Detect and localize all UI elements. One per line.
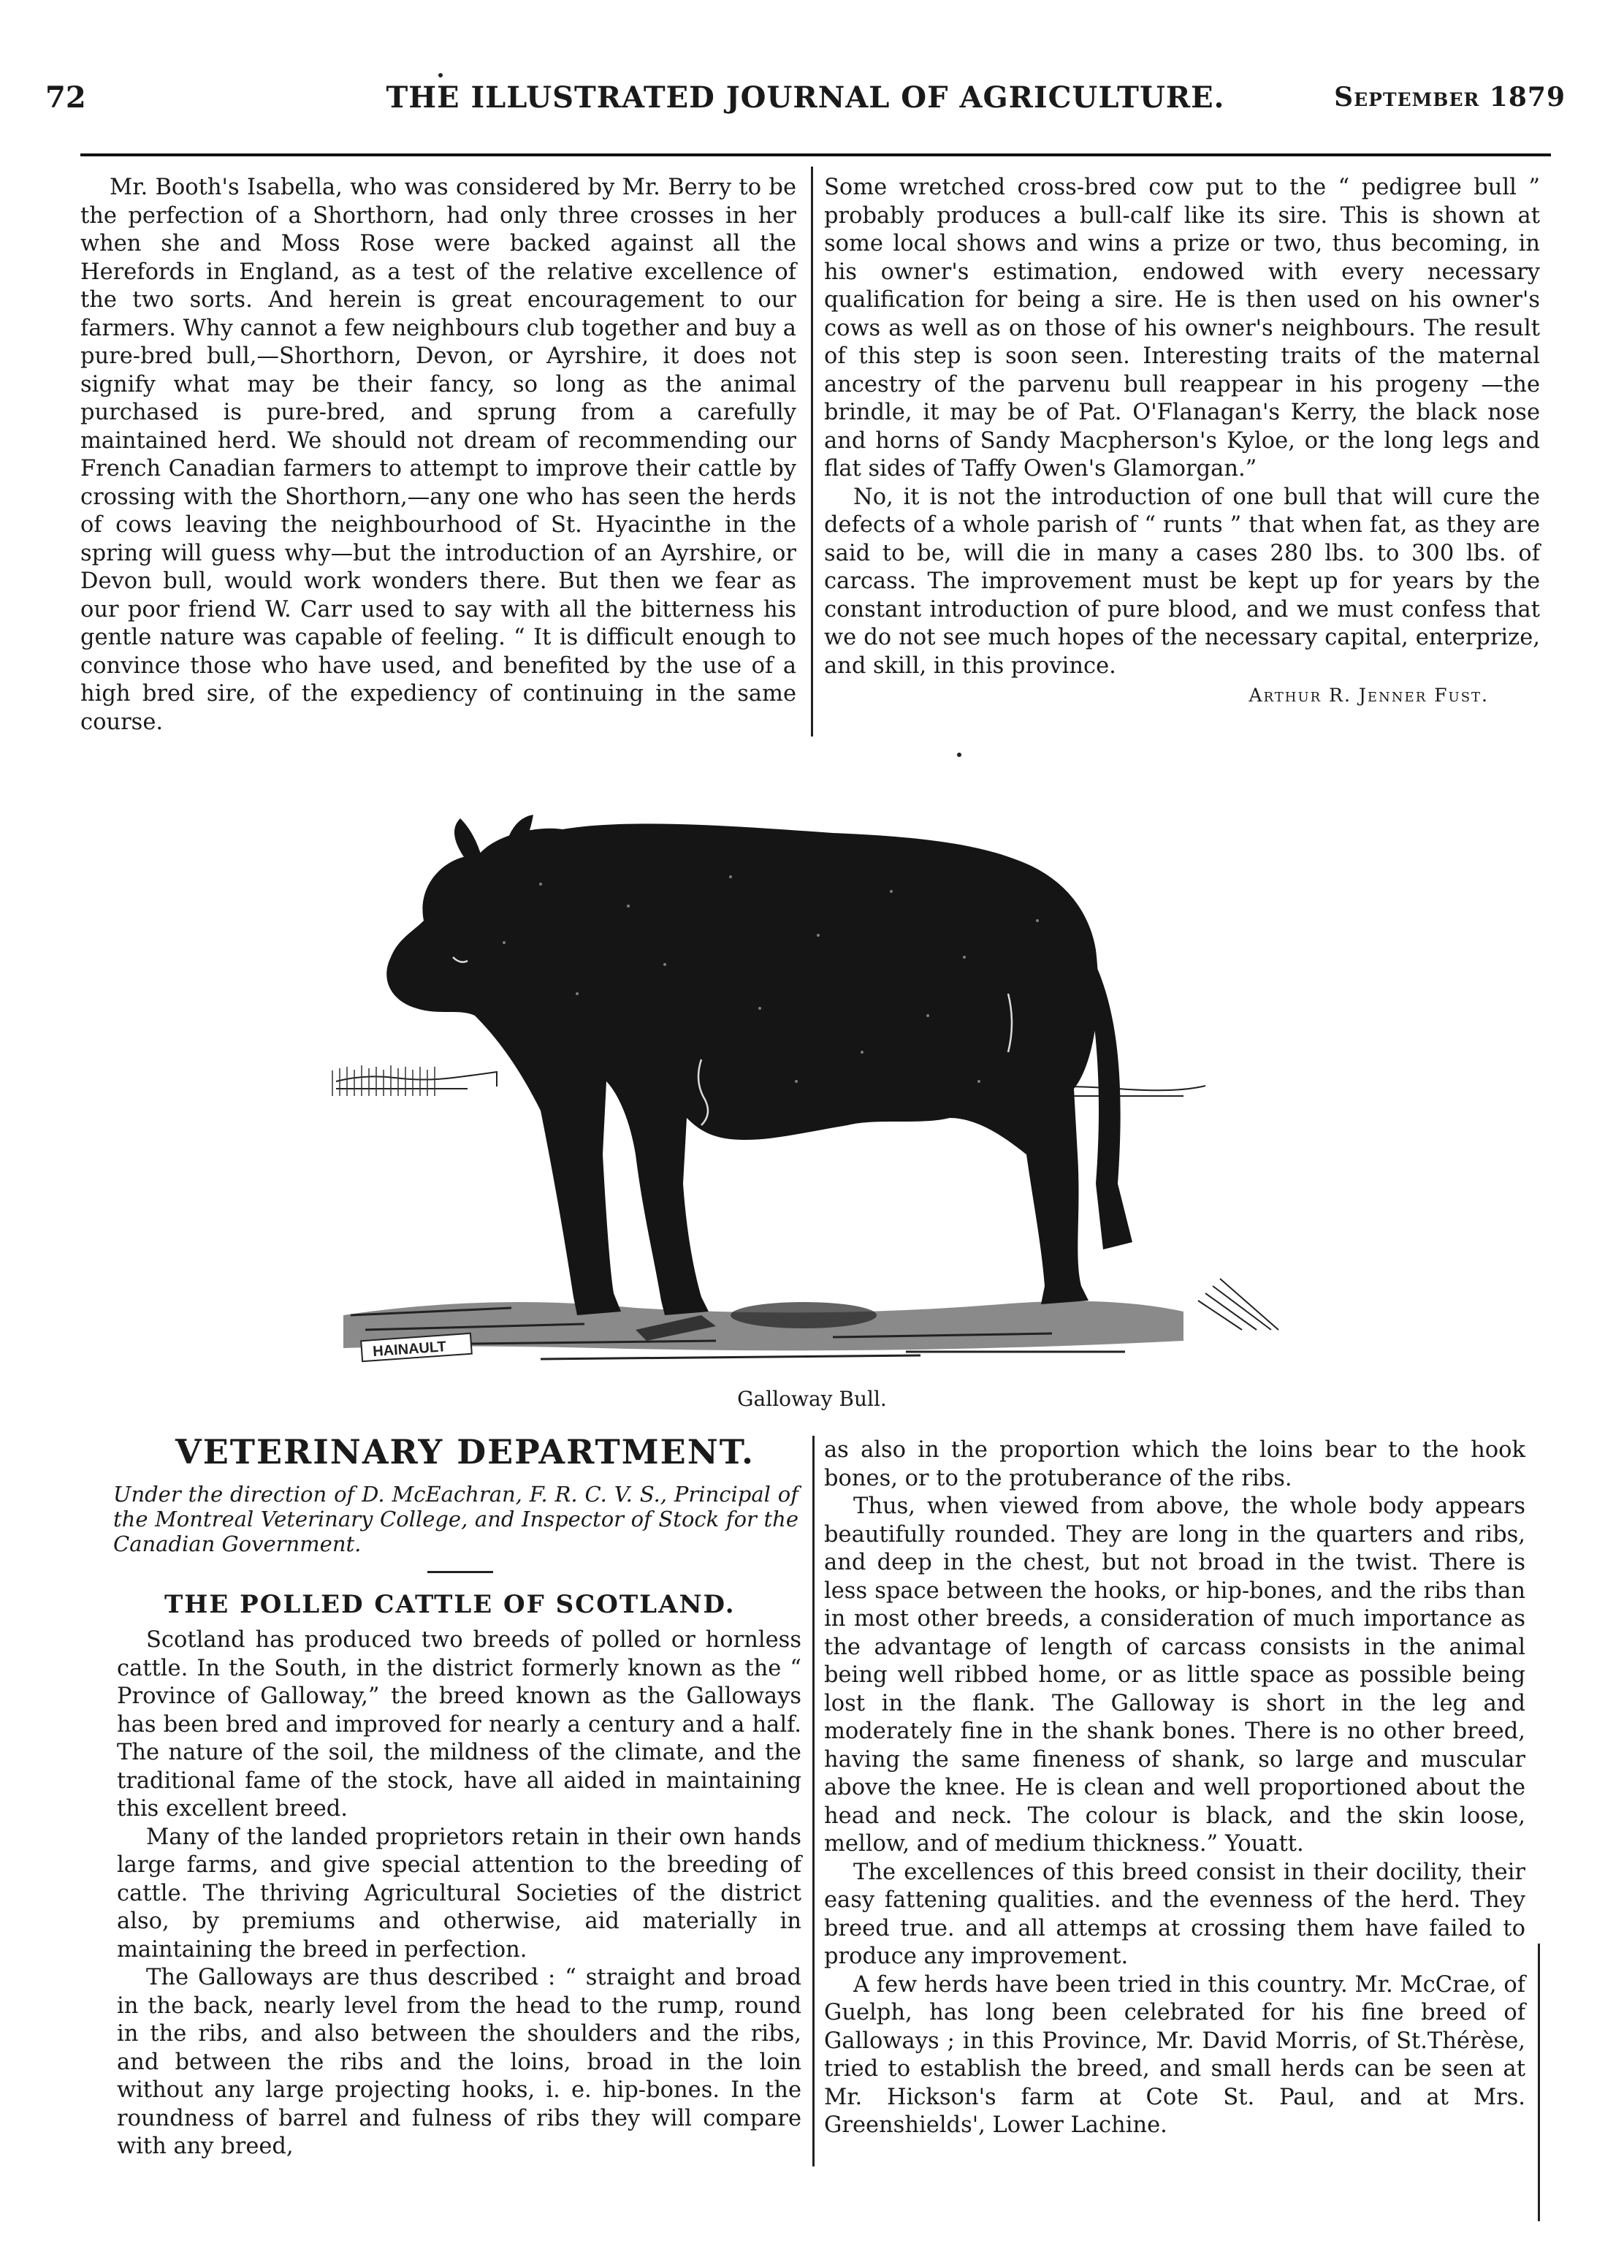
figure-caption: Galloway Bull. bbox=[737, 1387, 887, 1411]
engraver-signature: HAINAULT bbox=[372, 1339, 447, 1361]
bottom-left-column bbox=[117, 1626, 801, 2161]
paragraph: The Galloways are thus described : “ straight and broad in the back, nearly level from the head to the rump, round in the ribs, and also between the shoulders and the ribs, and between the ribs and the loins, broad in the loin without any large projecting hooks, i. e. hip-bones. In the roundness of barrel and fulness of ribs they will compare with any breed, bbox=[117, 1965, 801, 2159]
paragraph: Some wretched cross-bred cow put to the “ pedigree bull ” probably produces a bull-calf like its sire. This is shown at some local shows and wins a prize or two, thus becoming, in his owner's estimation, endowed with every necessary qualification for being a sire. He is then used on his owner's cows as well as on those of his owner's neighbours. The result of this step is soon seen. Interesting traits of the maternal ancestry of the parvenu bull reappear in his progeny —the brindle, it may be of Pat. O'Flanagan's Kerry, the black nose and horns of Sandy Macpherson's Kyloe, or the long legs and flat sides of Taffy Owen's Glamorgan.” bbox=[824, 175, 1540, 482]
author-signature: Arthur R. Jenner Fust. bbox=[1249, 685, 1489, 706]
top-right-column bbox=[824, 174, 1540, 710]
header-rule bbox=[80, 153, 1551, 156]
column-divider-top bbox=[811, 167, 813, 737]
paragraph: Mr. Booth's Isabella, who was considered by Mr. Berry to be the perfection of a Shorthorn, had only three crosses in her when she and Moss Rose were backed against all the Herefords in England, as a test of the relative excellence of the two sorts. And herein is great encouragement to our farmers. Why cannot a few neighbours club together and buy a pure-bred bull,—Shorthorn, Devon, or Ayrshire, it does not signify what may be their fancy, so long as the animal purchased is pure-bred, and sprung from a carefully maintained herd. We should not dream of recommending our French Canadian farmers to attempt to improve their cattle by crossing with the Shorthorn,—any one who has seen the herds of cows leaving the neighbourhood of St. Hyacinthe in the spring will guess why—but the introduction of an Ayrshire, or Devon bull, would work wonders there. But then we fear as our poor friend W. Carr used to say with all the bitterness his gentle nature was capable of feeling. “ It is difficult enough to convince those who have used, and benefited by the use of a high bred sire, of the expediency of continuing in the same course. bbox=[80, 175, 796, 735]
scan-edge-line bbox=[1538, 1944, 1540, 2221]
section-rule bbox=[427, 1571, 493, 1573]
paragraph: Many of the landed proprietors retain in their own hands large farms, and give special attention to the breeding of cattle. The thriving Agricultural Societies of the district also, by premiums and otherwise, aid materially in maintaining the breed in perfection. bbox=[117, 1824, 801, 1963]
article-title: THE POLLED CATTLE OF SCOTLAND. bbox=[164, 1590, 736, 1619]
paragraph: A few herds have been tried in this country. Mr. McCrae, of Guelph, has long been celebrated for his fine breed of Galloways ; in this Province, Mr. David Morris, of St.Thérèse, tried to establish the breed, and small herds can be seen at Mr. Hickson's farm at Cote St. Paul, and at Mrs. Greenshields', Lower Lachine. bbox=[824, 1971, 1525, 2138]
print-speck bbox=[438, 73, 443, 77]
paragraph: Thus, when viewed from above, the whole body appears beautifully rounded. They are long in the quarters and ribs, and deep in the chest, but not broad in the twist. There is less space between the hooks, or hip-bones, and the ribs than in most other breeds, a consideration of much importance as the advantage of length of carcass consists in the animal being well ribbed home, or as little space as possible being lost in the flank. The Galloway is short in the leg and moderately fine in the shank bones. There is no other breed, having the same fineness of shank, so large and muscular above the knee. He is clean and well proportioned about the head and neck. The colour is black, and the skin loose, mellow, and of medium thickness.” Youatt. bbox=[824, 1493, 1525, 1857]
galloway-bull-illustration bbox=[321, 775, 1293, 1388]
paragraph: Scotland has produced two breeds of polled or hornless cattle. In the South, in the district formerly known as the “ Province of Galloway,” the breed known as the Galloways has been bred and improved for nearly a century and a half. The nature of the soil, the mildness of the climate, and the traditional fame of the stock, have all aided in maintaining this excellent breed. bbox=[117, 1627, 801, 1822]
section-byline: Under the direction of D. McEachran, F. R. C. V. S., Principal of the Montreal Veterinary College, and Inspector of Stock for the Canadian Government. bbox=[113, 1482, 798, 1556]
page-number: 72 bbox=[45, 80, 86, 115]
column-divider-bottom bbox=[812, 1436, 815, 2166]
journal-title: THE ILLUSTRATED JOURNAL OF AGRICULTURE. bbox=[386, 80, 1225, 115]
paragraph: No, it is not the introduction of one bull that will cure the defects of a whole parish of “ runts ” that when fat, as they are said to be, will die in many a cases 280 lbs. to 300 lbs. of carcass. The improvement must be kept up for years by the constant introduction of pure blood, and we must confess that we do not see much hopes of the necessary capital, enterprize, and skill, in this province. bbox=[824, 484, 1540, 679]
page-header bbox=[45, 80, 1566, 124]
paragraph: The excellences of this breed consist in their docility, their easy fattening qualities. and the evenness of the herd. They breed true. and all attemps at crossing them have failed to produce any improvement. bbox=[824, 1859, 1525, 1969]
print-speck bbox=[957, 753, 961, 757]
bottom-right-column bbox=[824, 1436, 1525, 2140]
section-heading: VETERINARY DEPARTMENT. bbox=[175, 1432, 755, 1472]
bull-engraving bbox=[321, 775, 1293, 1388]
issue-date: September 1879 bbox=[1334, 82, 1566, 113]
paragraph: as also in the proportion which the loins bear to the hook bones, or to the protuberance of the ribs. bbox=[824, 1437, 1525, 1491]
top-left-column bbox=[80, 174, 796, 737]
